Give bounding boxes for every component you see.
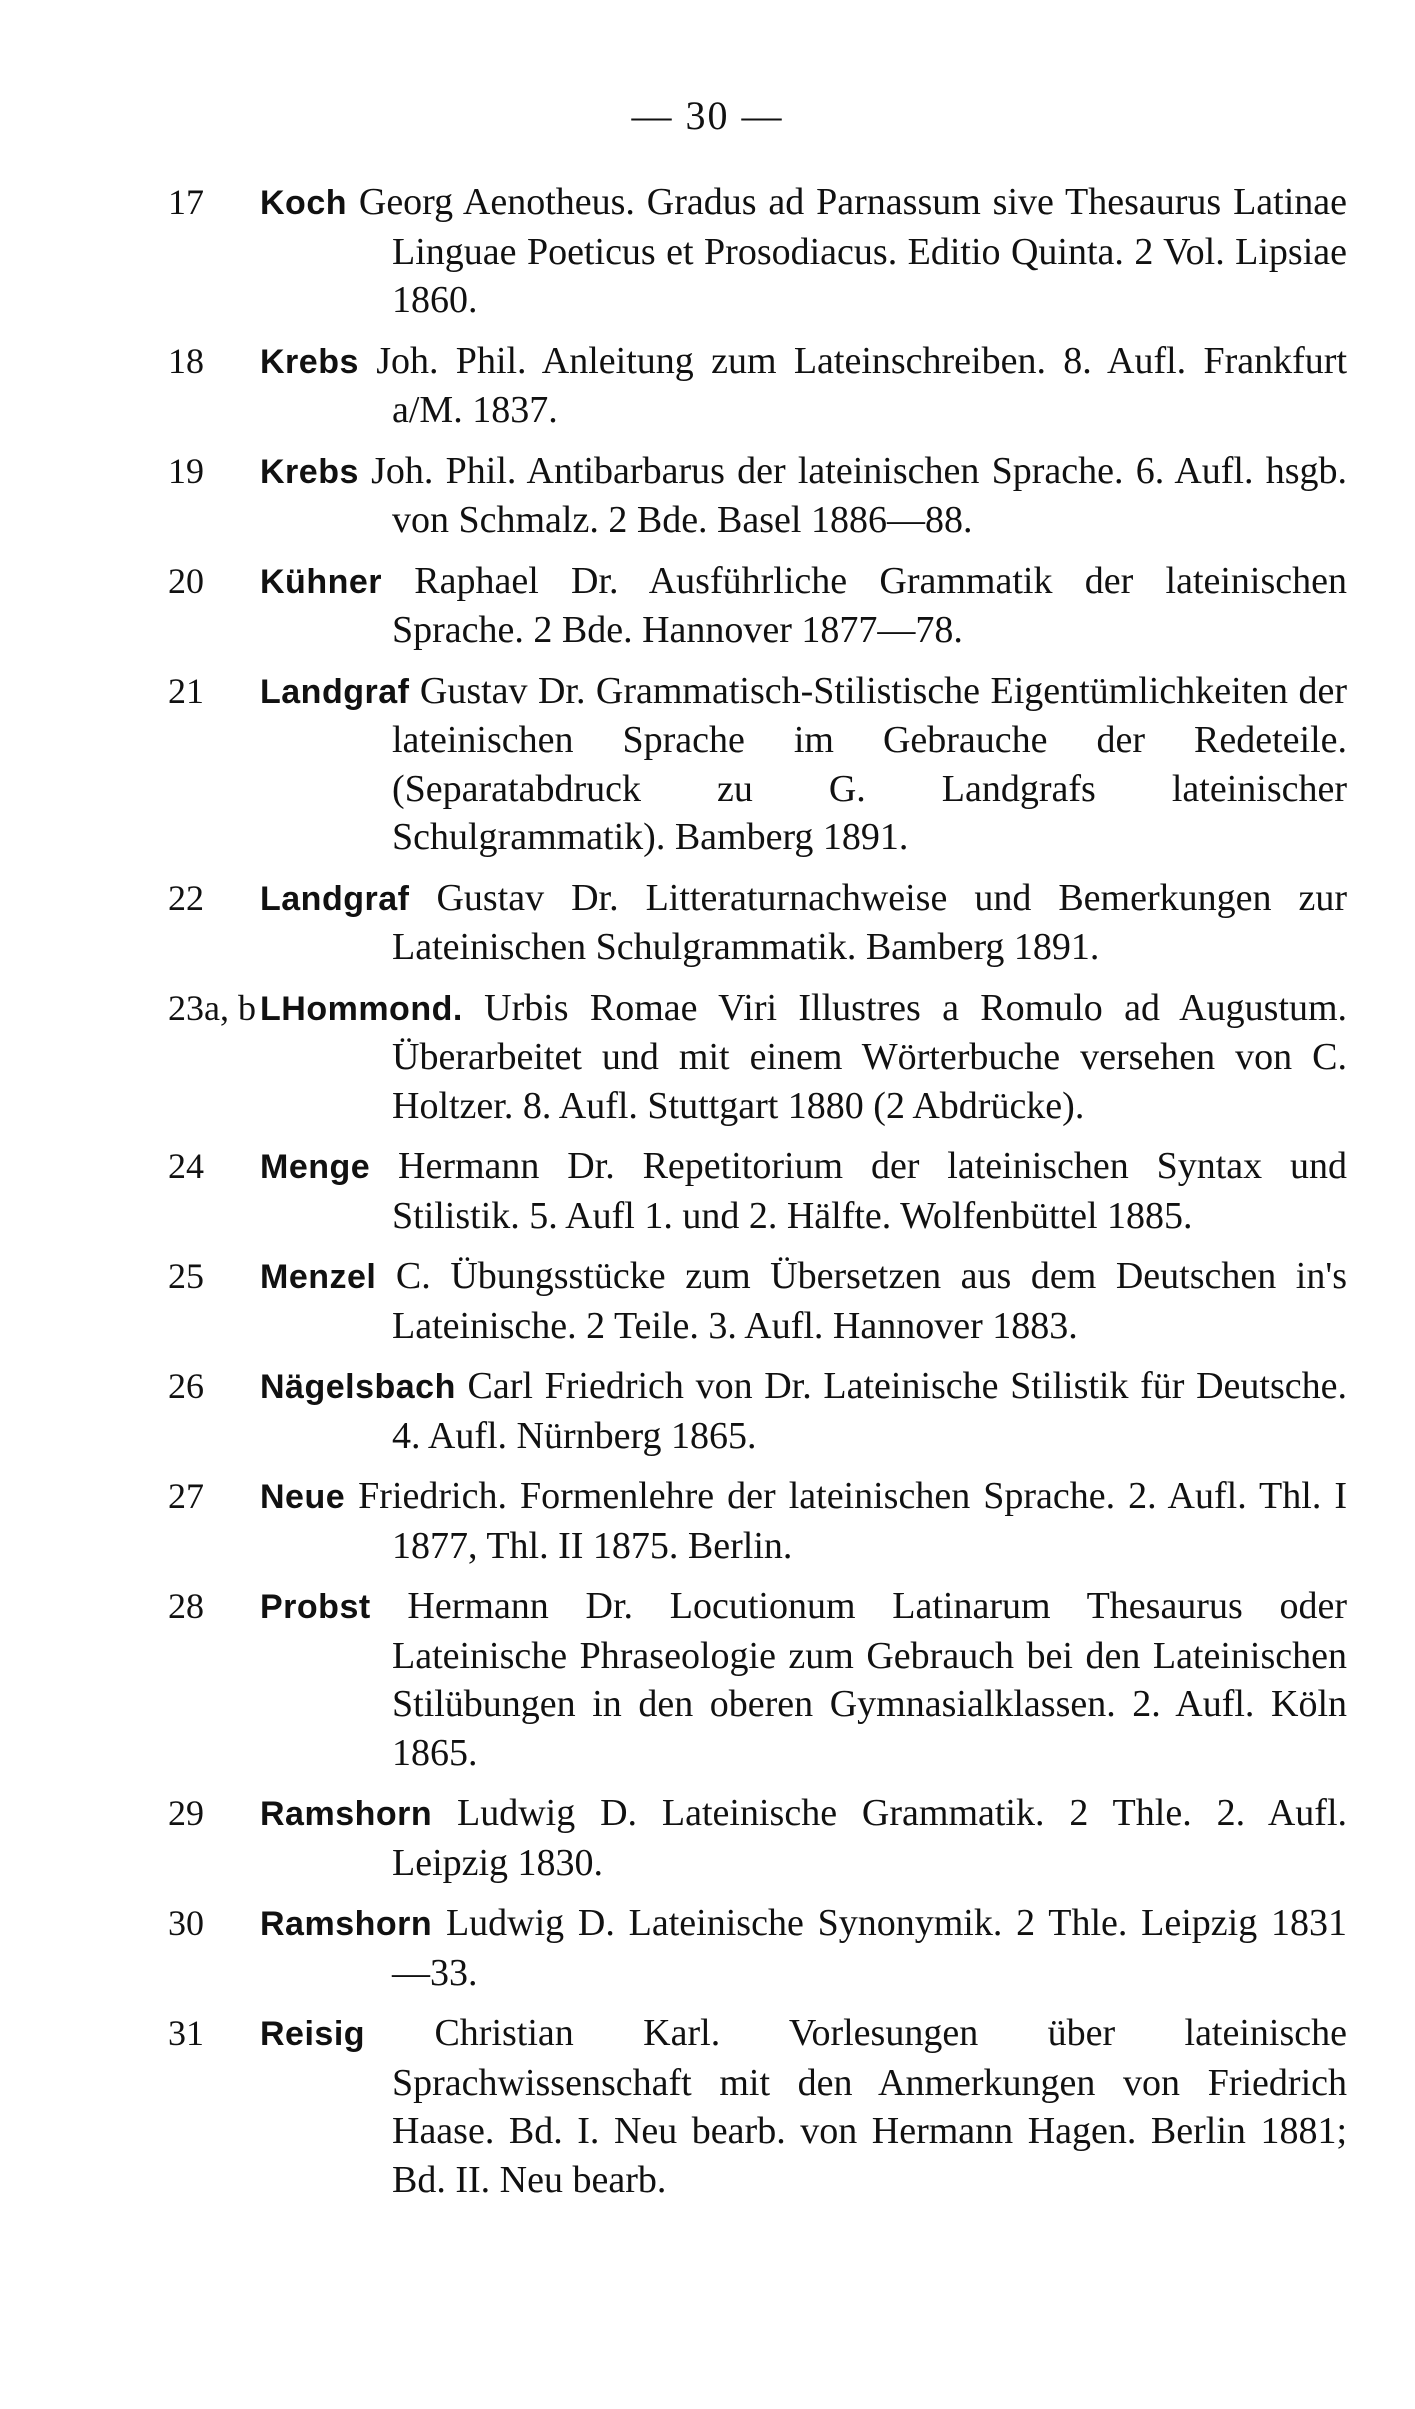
entry-text: Raphael Dr. Ausführliche Grammatik der lateinischen Sprache. 2 Bde. Hannover 1877—78. (392, 559, 1348, 651)
entry-author: Reisig (260, 2015, 366, 2053)
entry-number: 19 (168, 450, 204, 491)
bibliography-entry (0, 1582, 1415, 1777)
entry-body (260, 2009, 1347, 2204)
entry-text: Christian Karl. Vorlesungen über lateinische Sprachwissenschaft mit den Anmerkungen von Friedrich Haase. Bd. I. Neu bearb. von Hermann Hagen. Berlin 1881; Bd. II. Neu bearb. (392, 2012, 1347, 2201)
bibliography-entry (0, 1789, 1415, 1887)
entry-text: Ludwig D. Lateinische Synonymik. 2 Thle. Leipzig 1831—33. (392, 1902, 1347, 1994)
entry-text: Hermann Dr. Locutionum Latinarum Thesaurus oder Lateinische Phraseologie zum Gebrauch bei den Lateinischen Stilübungen in den oberen Gymnasialklassen. 2. Aufl. Köln 1865. (392, 1585, 1347, 1774)
entry-text: Friedrich. Formenlehre der lateinischen Sprache. 2. Aufl. Thl. I 1877, Thl. II 1875. Berlin. (358, 1475, 1347, 1567)
entry-text: Joh. Phil. Antibarbarus der lateinischen Sprache. 6. Aufl. hsgb. von Schmalz. 2 Bde. Basel 1886—88. (371, 449, 1347, 541)
bibliography-entry (0, 1362, 1415, 1460)
page-number: — 30 — (631, 93, 784, 138)
entry-author: Menzel (260, 1258, 377, 1296)
entry-text: Urbis Romae Viri Illustres a Romulo ad Augustum. Überarbeitet und mit einem Wörterbuche versehen von C. Holtzer. 8. Aufl. Stuttgart 1880 (2 Abdrücke). (392, 986, 1347, 1127)
entry-text: Joh. Phil. Anleitung zum Lateinschreiben. 8. Aufl. Frankfurt a/M. 1837. (376, 339, 1347, 431)
entry-number: 20 (168, 560, 204, 601)
entry-body (260, 1252, 1347, 1350)
entry-text: Gustav Dr. Grammatisch-Stilistische Eigentümlichkeiten der lateinischen Sprache im Gebrauche der Redeteile. (Separatabdruck zu G. Landgrafs lateinischer Schulgrammatik). Bamberg 1891. (392, 669, 1348, 858)
bibliography-entry (0, 1899, 1415, 1997)
bibliography-entry (0, 874, 1415, 972)
bibliography-entry (0, 178, 1415, 325)
entry-author: Kühner (260, 562, 382, 601)
entry-number: 26 (168, 1366, 204, 1406)
entry-author: LHommond. (260, 989, 463, 1028)
entry-number: 30 (168, 1903, 204, 1943)
entry-author: Probst (260, 1588, 371, 1626)
entry-text: Carl Friedrich von Dr. Lateinische Stilistik für Deutsche. 4. Aufl. Nürnberg 1865. (392, 1365, 1347, 1457)
entry-number: 24 (168, 1146, 204, 1186)
entry-text: Gustav Dr. Litteraturnachweise und Bemerkungen zur Lateinischen Schulgrammatik. Bamberg 1891. (392, 876, 1347, 968)
entry-body (260, 667, 1348, 862)
entry-body (260, 1899, 1347, 1997)
entry-body (260, 1472, 1347, 1570)
bibliography-entry (0, 2009, 1415, 2204)
entry-number: 17 (168, 182, 204, 222)
entry-author: Krebs (260, 342, 359, 381)
bibliography-entry (0, 1252, 1415, 1350)
entry-author: Landgraf (260, 672, 410, 711)
bibliography-entry (0, 984, 1415, 1131)
entry-text: C. Übungsstücke zum Übersetzen aus dem Deutschen in's Lateinische. 2 Teile. 3. Aufl. Hannover 1883. (392, 1255, 1347, 1347)
entry-number: 31 (168, 2013, 204, 2053)
entry-number: 18 (168, 340, 204, 381)
entry-number: 23a, b (168, 987, 256, 1028)
entry-body (260, 1582, 1347, 1777)
entry-body (260, 1142, 1348, 1240)
entry-number: 28 (168, 1586, 204, 1626)
entry-author: Krebs (260, 452, 359, 491)
entry-number: 22 (168, 877, 204, 918)
entry-author: Neue (260, 1478, 346, 1516)
bibliography-list (0, 178, 1415, 2216)
entry-author: Ramshorn (260, 1795, 433, 1833)
entry-text: Ludwig D. Lateinische Grammatik. 2 Thle. 2. Aufl. Leipzig 1830. (392, 1792, 1347, 1884)
entry-number: 29 (168, 1793, 204, 1833)
entry-number: 21 (168, 670, 204, 711)
entry-author: Nägelsbach (260, 1368, 456, 1406)
entry-body (260, 874, 1347, 972)
entry-number: 25 (168, 1256, 204, 1296)
entry-author: Menge (260, 1148, 371, 1186)
entry-body (260, 337, 1347, 435)
bibliography-entry (0, 1472, 1415, 1570)
entry-author: Ramshorn (260, 1905, 433, 1943)
entry-body (260, 1362, 1347, 1460)
entry-body (260, 447, 1347, 545)
entry-author: Koch (260, 184, 347, 222)
bibliography-entry (0, 337, 1415, 435)
entry-body (260, 984, 1347, 1131)
bibliography-entry (0, 1142, 1415, 1240)
entry-body (260, 178, 1348, 325)
entry-number: 27 (168, 1476, 204, 1516)
entry-text: Hermann Dr. Repetitorium der lateinischen Syntax und Stilistik. 5. Aufl 1. und 2. Hälfte. Wolfenbüttel 1885. (392, 1145, 1348, 1237)
entry-body (260, 557, 1348, 655)
entry-author: Landgraf (260, 879, 410, 918)
bibliography-entry (0, 557, 1415, 655)
bibliography-entry (0, 447, 1415, 545)
entry-text: Georg Aenotheus. Gradus ad Parnassum sive Thesaurus Latinae Linguae Poeticus et Prosodiacus. Editio Quinta. 2 Vol. Lipsiae 1860. (358, 181, 1348, 321)
entry-body (260, 1789, 1347, 1887)
bibliography-entry (0, 667, 1415, 862)
